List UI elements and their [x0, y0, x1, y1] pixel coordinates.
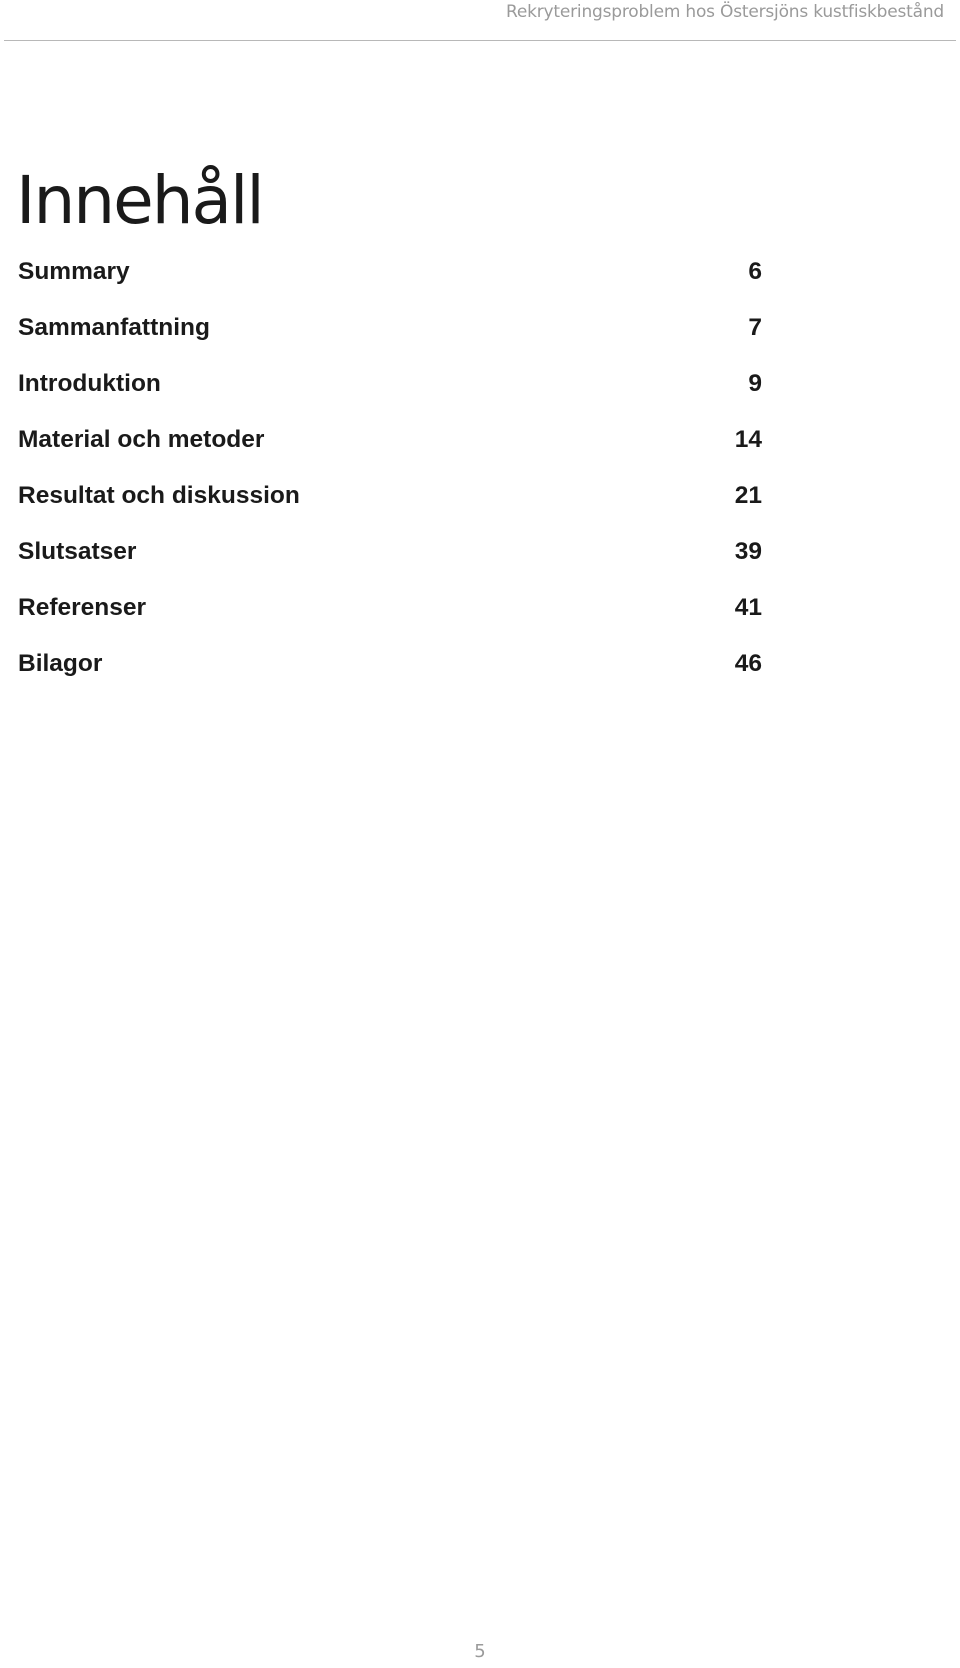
toc-entry-page-number: 7 [748, 314, 762, 341]
toc-entry-summary[interactable] [18, 258, 762, 314]
toc-entry-introduktion[interactable] [18, 370, 762, 426]
header-rule [4, 40, 956, 41]
toc-entry-page-number: 39 [734, 538, 762, 565]
toc-entry-page-number: 14 [734, 426, 762, 453]
toc-entry-title: Bilagor [18, 650, 103, 677]
toc-entry-sammanfattning[interactable] [18, 314, 762, 370]
toc-entry-title: Slutsatser [18, 538, 137, 565]
page-title: Innehåll [16, 162, 263, 239]
toc-entry-title: Introduktion [18, 370, 161, 397]
toc-entry-page-number: 9 [748, 370, 762, 397]
toc-entry-resultat-och-diskussion[interactable] [18, 482, 762, 538]
toc-entry-page-number: 46 [734, 650, 762, 677]
toc-entry-material-och-metoder[interactable] [18, 426, 762, 482]
toc-entry-page-number: 21 [734, 482, 762, 509]
toc-entry-page-number: 41 [734, 594, 762, 621]
toc-entry-title: Resultat och diskussion [18, 482, 300, 509]
toc-entry-slutsatser[interactable] [18, 538, 762, 594]
toc-entry-referenser[interactable] [18, 594, 762, 650]
toc-entry-title: Referenser [18, 594, 147, 621]
toc-entry-page-number: 6 [748, 258, 762, 285]
toc-entry-title: Material och metoder [18, 426, 265, 453]
toc-entry-title: Sammanfattning [18, 314, 210, 341]
running-header: Rekryteringsproblem hos Östersjöns kustfiskbestånd [506, 2, 944, 22]
toc-entry-bilagor[interactable] [18, 650, 762, 706]
page-number: 5 [474, 1641, 486, 1662]
toc-entry-title: Summary [18, 258, 130, 285]
table-of-contents [18, 258, 762, 706]
